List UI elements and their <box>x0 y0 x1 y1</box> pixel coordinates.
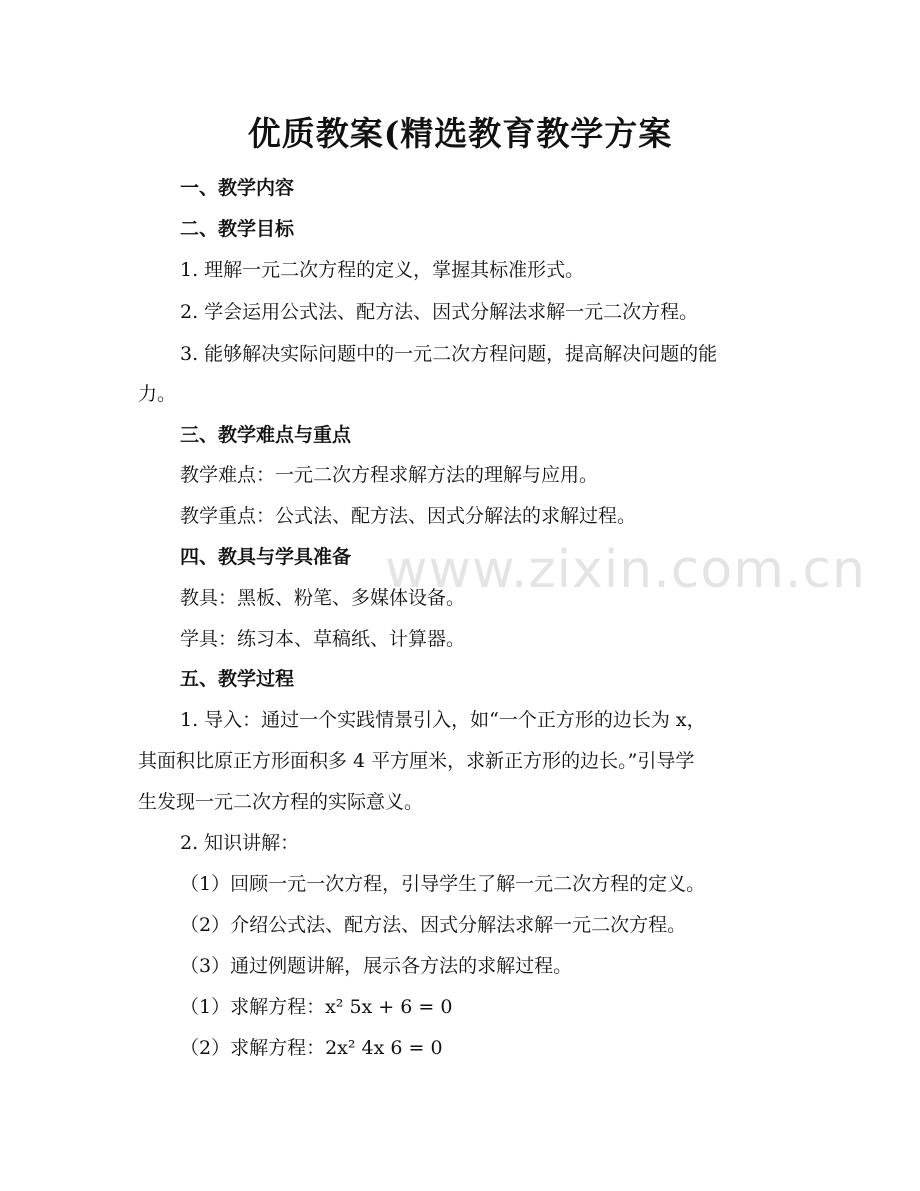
paragraph-line: 其面积比原正方形面积多 4 平方厘米，求新正方形的边长。”引导学 <box>138 750 695 772</box>
watermark: www.zixin.com.cn <box>385 540 866 600</box>
paragraph-line: 2. 知识讲解： <box>180 832 300 854</box>
paragraph-line: 2. 学会运用公式法、配方法、因式分解法求解一元二次方程。 <box>180 301 699 323</box>
section-heading: 五、教学过程 <box>180 668 295 690</box>
section-heading: 四、教具与学具准备 <box>180 546 352 568</box>
paragraph-line: 学具：练习本、草稿纸、计算器。 <box>180 628 466 650</box>
paragraph-line: 教学重点：公式法、配方法、因式分解法的求解过程。 <box>180 505 637 527</box>
paragraph-line: 教学难点：一元二次方程求解方法的理解与应用。 <box>180 464 599 486</box>
paragraph-line: （3）通过例题讲解，展示各方法的求解过程。 <box>180 955 573 977</box>
paragraph-line: 力。 <box>138 383 177 405</box>
paragraph-line: 3. 能够解决实际问题中的一元二次方程问题，提高解决问题的能 <box>180 343 718 365</box>
paragraph-line: 生发现一元二次方程的实际意义。 <box>138 791 424 813</box>
document-title: 优质教案(精选教育教学方案 <box>247 114 673 153</box>
section-heading: 一、教学内容 <box>180 177 295 199</box>
paragraph-line: （1）回顾一元一次方程，引导学生了解一元二次方程的定义。 <box>180 873 706 895</box>
section-heading: 三、教学难点与重点 <box>180 424 352 446</box>
equation-line: （1）求解方程：x² 5x + 6 = 0 <box>180 996 453 1018</box>
equation-line: （2）求解方程：2x² 4x 6 = 0 <box>180 1037 443 1059</box>
paragraph-line: 1. 理解一元二次方程的定义，掌握其标准形式。 <box>180 259 585 281</box>
section-heading: 二、教学目标 <box>180 218 295 240</box>
paragraph-line: 1. 导入：通过一个实践情景引入，如“一个正方形的边长为 x， <box>180 709 706 731</box>
paragraph-line: （2）介绍公式法、配方法、因式分解法求解一元二次方程。 <box>180 914 687 936</box>
paragraph-line: 教具：黑板、粉笔、多媒体设备。 <box>180 587 466 609</box>
